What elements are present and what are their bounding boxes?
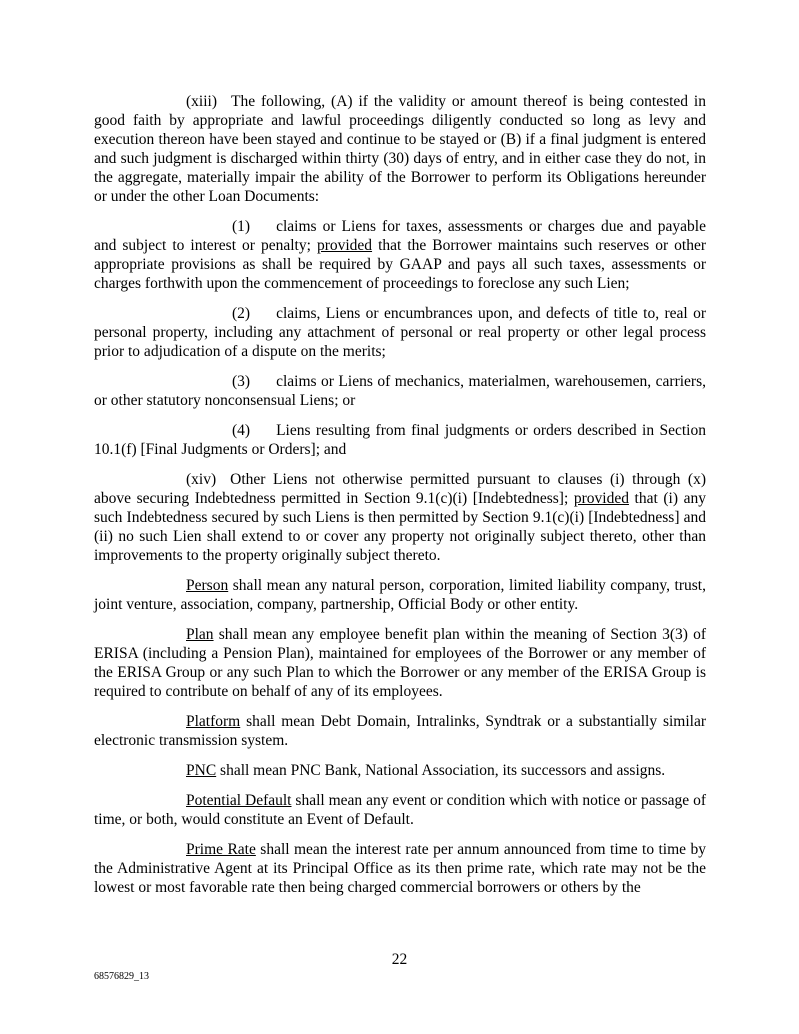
defined-term: provided (573, 490, 629, 507)
clause-label: (xiv) (186, 471, 217, 488)
item-1 (94, 217, 706, 293)
def-pnc (94, 761, 706, 780)
clause-label: (3) (232, 373, 251, 390)
text-segment: that the Borrower maintains such reserves or other appropriate provisions as shall be required by GAAP and pays all such taxes, assessments or charges forthwith upon the commencement of proceedings to foreclose any such Lien; (94, 237, 706, 292)
defined-term: Person (186, 577, 229, 594)
defined-term: provided (316, 237, 373, 254)
def-plan (94, 625, 706, 701)
def-platform (94, 712, 706, 750)
clause-label: (4) (232, 422, 251, 439)
text-segment: Other Liens not otherwise permitted pursuant to clauses (i) through (x) above securing Indebtedness permitted in Section 9.1(c)(i) [Indebtedness]; (94, 471, 706, 507)
clause-xiv (94, 470, 706, 565)
clause-label: (1) (232, 218, 251, 235)
defined-term: Plan (186, 626, 214, 643)
text-segment: claims or Liens for taxes, assessments or charges due and payable and subject to interest or penalty; (94, 218, 706, 254)
defined-term: Potential Default (186, 792, 292, 809)
item-4 (94, 421, 706, 459)
defined-term: Prime Rate (186, 841, 256, 858)
def-prime-rate (94, 840, 706, 897)
text-segment: claims, Liens or encumbrances upon, and defects of title to, real or personal property, including any attachment of personal or real property or other legal process prior to adjudication of a dispute on the merits; (94, 305, 706, 360)
defined-term: Platform (186, 713, 241, 730)
text-segment: shall mean the interest rate per annum announced from time to time by the Administrative Agent at its Principal Office as its then prime rate, which rate may not be the lowest or most favorable rate then being charged commercial borrowers or others by the (94, 841, 706, 896)
text-segment: Liens resulting from final judgments or orders described in Section 10.1(f) [Final Judgments or Orders]; and (94, 422, 706, 458)
text-segment: shall mean any natural person, corporation, limited liability company, trust, joint venture, association, company, partnership, Official Body or other entity. (94, 577, 706, 613)
defined-term: PNC (186, 762, 217, 779)
def-person (94, 576, 706, 614)
text-segment: claims or Liens of mechanics, materialmen, warehousemen, carriers, or other statutory nonconsensual Liens; or (94, 373, 706, 409)
text-segment: shall mean any event or condition which with notice or passage of time, or both, would constitute an Event of Default. (94, 792, 706, 828)
document-body (94, 92, 706, 908)
text-segment: shall mean PNC Bank, National Association, its successors and assigns. (216, 762, 666, 779)
clause-xiii (94, 92, 706, 206)
document-id: 68576829_13 (94, 971, 149, 982)
text-segment: The following, (A) if the validity or amount thereof is being contested in good faith by appropriate and lawful proceedings diligently conducted so long as levy and execution thereon have been stayed and continue to be stayed or (B) if a final judgment is entered and such judgment is discharged within thirty (30) days of entry, and in either case they do not, in the aggregate, materially impair the ability of the Borrower to perform its Obligations hereunder or under the other Loan Documents: (94, 93, 706, 205)
clause-label: (xiii) (186, 93, 217, 110)
item-2 (94, 304, 706, 361)
item-3 (94, 372, 706, 410)
text-segment: that (i) any such Indebtedness secured by such Liens is then permitted by Section 9.1(c)(i) [Indebtedness] and (ii) no such Lien shall extend to or cover any property not originally subject thereto, other than improvements to the property originally subject thereto. (94, 490, 706, 564)
def-potential-default (94, 791, 706, 829)
text-segment: shall mean any employee benefit plan within the meaning of Section 3(3) of ERISA (including a Pension Plan), maintained for employees of the Borrower or any member of the ERISA Group or any such Plan to which the Borrower or any member of the ERISA Group is required to contribute on behalf of any of its employees. (94, 626, 706, 700)
clause-label: (2) (232, 305, 251, 322)
text-segment: shall mean Debt Domain, Intralinks, Syndtrak or a substantially similar electronic transmission system. (94, 713, 706, 749)
page-number: 22 (391, 951, 408, 968)
